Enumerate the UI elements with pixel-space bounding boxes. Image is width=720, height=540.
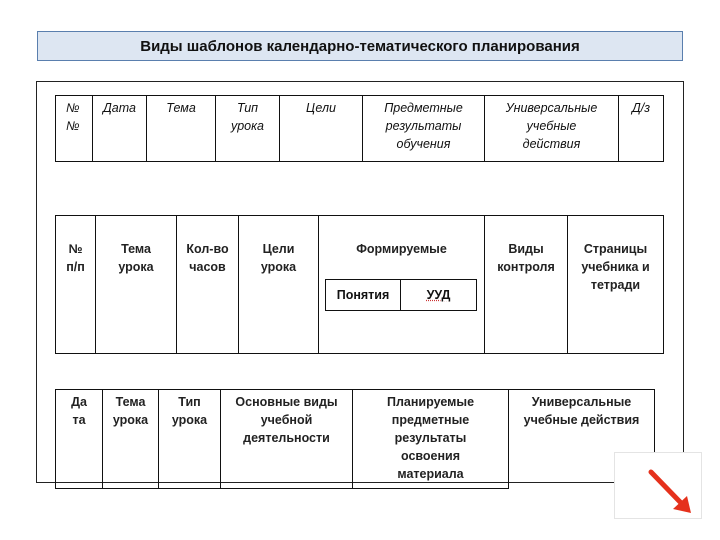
template-table-1 [55,95,664,162]
col-number: № № [56,96,93,162]
col-planned-results: Планируемые предметные результаты освоения материала [353,390,509,489]
next-slide-button[interactable] [614,452,702,519]
sub-uud [401,280,477,311]
sub-concepts: Понятия [326,280,401,311]
template-table-3 [55,389,655,489]
col-hours: Кол-во часов [177,216,239,354]
col-lesson-topic: Тема урока [103,390,159,489]
col-subject-results: Предметные результаты обучения [363,96,485,162]
col-homework: Д/з [619,96,664,162]
arrow-down-right-icon [615,453,703,520]
col-lesson-goals: Цели урока [239,216,319,354]
col-formed: Формируемые [319,216,485,354]
col-control-types: Виды контроля [485,216,568,354]
col-lesson-type: Тип урока [159,390,221,489]
uud-label: УУД [426,288,451,302]
col-goals: Цели [280,96,363,162]
col-lesson-type: Тип урока [216,96,280,162]
col-date: Дата [93,96,147,162]
slide-title: Виды шаблонов календарно-тематического планирования [37,31,683,61]
col-date: Да та [56,390,103,489]
col-universal-actions: Универсальные учебные действия [509,390,655,489]
col-universal-actions: Универсальные учебные действия [485,96,619,162]
col-lesson-topic: Тема урока [96,216,177,354]
col-main-activities: Основные виды учебной деятельности [221,390,353,489]
col-pages: Страницы учебника и тетради [568,216,664,354]
col-topic: Тема [147,96,216,162]
col-number: № п/п [56,216,96,354]
formed-subtable [325,279,477,311]
